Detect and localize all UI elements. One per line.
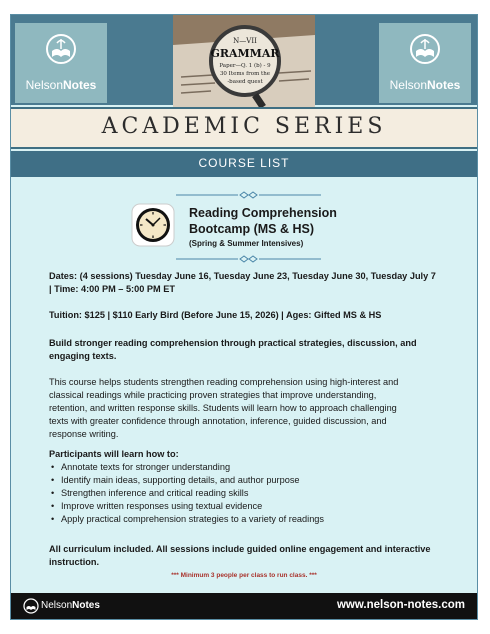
svg-text:N—VII: N—VII (233, 37, 257, 45)
footer-bar (11, 593, 477, 619)
series-title: ACADEMIC SERIES (101, 114, 387, 139)
list-item: • Annotate texts for stronger understanding (61, 461, 461, 474)
svg-text:Paper—Q. 1 (b) - 9: Paper—Q. 1 (b) - 9 (219, 63, 271, 69)
minimum-enrollment-note: *** Minimum 3 people per class to run class. *** (171, 572, 317, 579)
closing-text: All curriculum included. All sessions include guided online engagement and interactive instruction. (49, 544, 431, 567)
grammar-book-image (173, 15, 315, 107)
intro-text: Build stronger reading comprehension through practical strategies, discussion, and engaging texts. (49, 338, 417, 361)
course-description: This course helps students strengthen reading comprehension using high-interest and classical readings while practicing proven strategies that improve understanding, retention, and written response skills. Students will learn how to approach challenging texts with greater confidence through annotation, inference, guided discussion, and response writing. (49, 377, 399, 439)
flyer-page (10, 14, 478, 620)
website-link[interactable]: www.nelson-notes.com (336, 599, 465, 611)
svg-text:-based quest: -based quest (227, 79, 263, 85)
brand-name: NelsonNotes (389, 78, 461, 92)
ornamental-divider (176, 255, 321, 263)
header-banner (11, 15, 477, 105)
footer-brand: NelsonNotes (41, 600, 100, 611)
book-emblem-icon (23, 598, 39, 614)
brand-name: NelsonNotes (25, 78, 97, 92)
grammar-magnifier-photo (173, 15, 315, 107)
dates-time: Dates: (4 sessions) Tuesday June 16, Tuesday June 23, Tuesday June 30, Tuesday July 7 | Time: 4:00 PM – 5:00 PM ET (49, 271, 436, 294)
course-list-label: COURSE LIST (198, 156, 290, 170)
list-item: • Apply practical comprehension strategies to a variety of readings (61, 513, 461, 526)
logo-left (15, 23, 107, 103)
series-title-band (11, 107, 477, 149)
learn-heading: Participants will learn how to: (49, 449, 179, 459)
learning-outcomes-list (49, 461, 461, 526)
tuition-ages: Tuition: $125 | $110 Early Bird (Before June 15, 2026) | Ages: Gifted MS & HS (49, 310, 382, 320)
svg-text:GRAMMAR: GRAMMAR (210, 47, 280, 60)
list-item: • Identify main ideas, supporting details, and author purpose (61, 474, 461, 487)
course-title: Reading Comprehension Bootcamp (MS & HS) (189, 206, 337, 236)
list-item: • Strengthen inference and critical reading skills (61, 487, 461, 500)
book-emblem-icon (409, 33, 441, 73)
svg-text:30 Items from the: 30 Items from the (219, 71, 271, 77)
course-subtitle: (Spring & Summer Intensives) (189, 239, 304, 248)
course-list-band (11, 151, 477, 177)
ornamental-divider (176, 191, 321, 199)
list-item: • Improve written responses using textual evidence (61, 500, 461, 513)
logo-right (379, 23, 471, 103)
book-emblem-icon (45, 33, 77, 73)
clock-icon (131, 203, 175, 247)
